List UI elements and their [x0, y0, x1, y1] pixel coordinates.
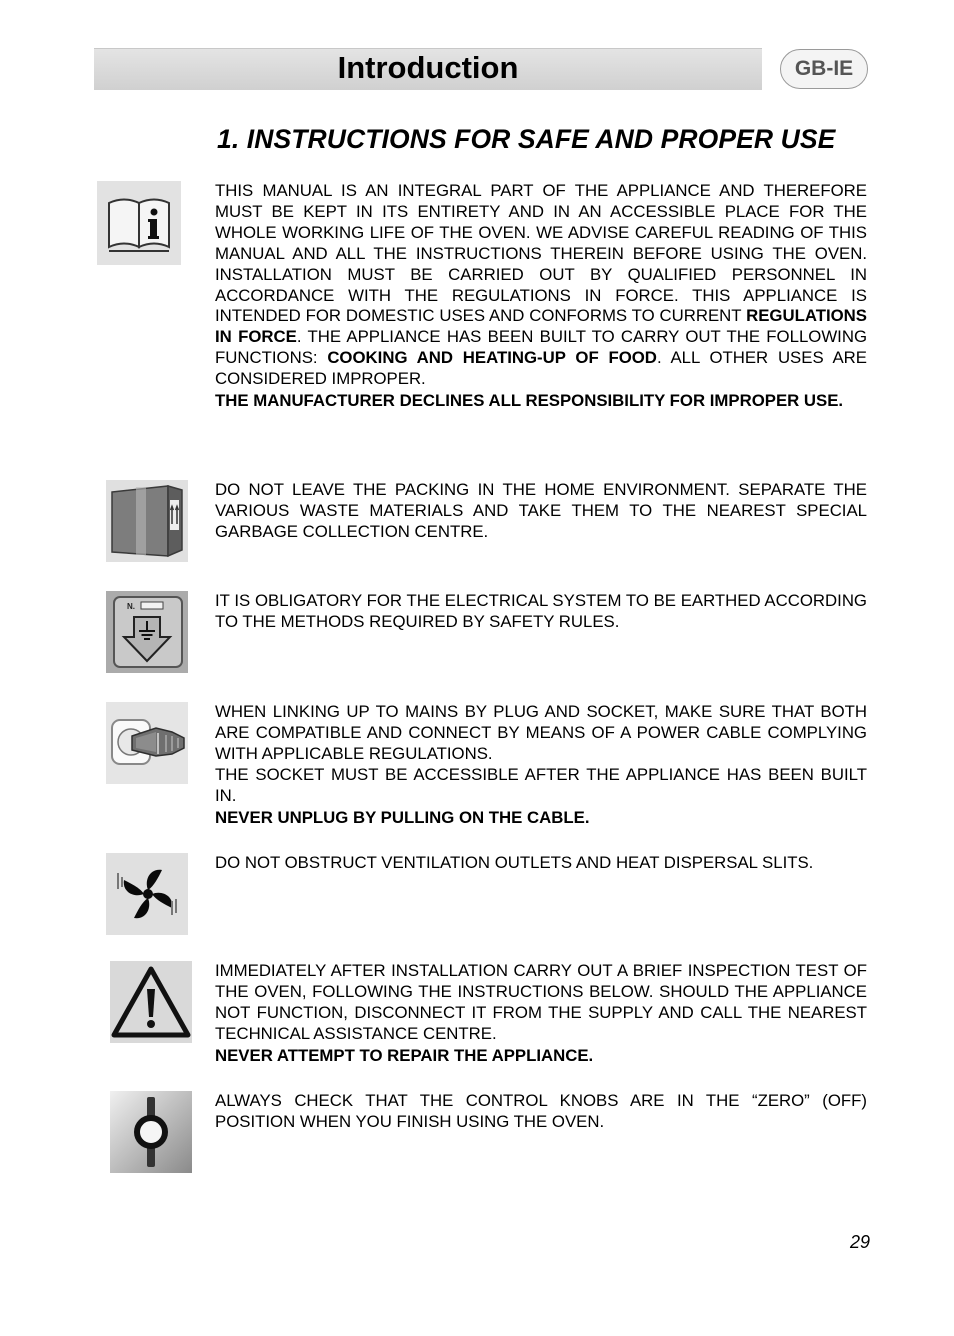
knobs-text: ALWAYS CHECK THAT THE CONTROL KNOBS ARE IN THE “ZERO” (OFF) POSITION WHEN YOU FINISH USING THE OVEN. [215, 1091, 867, 1131]
inspection-text: IMMEDIATELY AFTER INSTALLATION CARRY OUT A BRIEF INSPECTION TEST OF THE OVEN, FOLLOWING THE INSTRUCTIONS BELOW. SHOULD THE APPLIANCE NOT FUNCTION, DISCONNECT IT FROM THE SUPPLY AND CALL THE NEAREST TECHNICAL ASSISTANCE CENTRE. [215, 961, 867, 1043]
knobs-instructions [215, 1091, 867, 1133]
inspection-instructions [215, 961, 867, 1067]
page-number: 29 [850, 1232, 871, 1252]
control-knob-icon [110, 1091, 192, 1173]
manual-text-3: . ALL OTHER USES ARE CONSIDERED IMPROPER. [215, 348, 867, 389]
earthing-instructions [215, 591, 867, 633]
manual-text-bold-1: REGULATIONS IN FORCE [215, 306, 867, 347]
manual-text-2: . THE APPLIANCE HAS BEEN BUILT TO CARRY OUT THE FOLLOWING FUNCTIONS: [215, 327, 867, 368]
ventilation-text: DO NOT OBSTRUCT VENTILATION OUTLETS AND HEAT DISPERSAL SLITS. [215, 853, 814, 872]
manual-warning: THE MANUFACTURER DECLINES ALL RESPONSIBILITY FOR IMPROPER USE. [215, 391, 844, 411]
packing-text: DO NOT LEAVE THE PACKING IN THE HOME ENVIRONMENT. SEPARATE THE VARIOUS WASTE MATERIALS AND TAKE THEM TO THE NEAREST SPECIAL GARBAGE COLLECTION CENTRE. [215, 480, 867, 541]
manual-info-icon [97, 181, 181, 265]
plug-socket-icon [106, 702, 188, 784]
manual-text-1: THIS MANUAL IS AN INTEGRAL PART OF THE APPLIANCE AND THEREFORE MUST BE KEPT IN ITS ENTIRETY AND IN AN ACCESSIBLE PLACE FOR THE WHOLE WORKING LIFE OF THE OVEN. WE ADVISE CAREFUL READING OF THIS MANUAL AND ALL THE INSTRUCTIONS THEREIN BEFORE USING THE OVEN. INSTALLATION MUST BE CARRIED OUT BY QUALIFIED PERSONNEL IN ACCORDANCE WITH THE REGULATIONS IN FORCE. THIS APPLIANCE IS INTENDED FOR DOMESTIC USES AND CONFORMS TO CURRENT [215, 181, 867, 326]
header-bar [94, 48, 762, 90]
earthing-text: IT IS OBLIGATORY FOR THE ELECTRICAL SYSTEM TO BE EARTHED ACCORDING TO THE METHODS REQUIRED BY SAFETY RULES. [215, 591, 867, 631]
plug-text-2: THE SOCKET MUST BE ACCESSIBLE AFTER THE APPLIANCE HAS BEEN BUILT IN. [215, 764, 867, 805]
page-title: Introduction [337, 50, 519, 85]
ventilation-fan-icon [106, 853, 188, 935]
ventilation-instructions [215, 853, 867, 874]
language-badge: GB-IE [780, 49, 868, 89]
warning-triangle-icon [110, 961, 192, 1043]
manual-instructions [215, 181, 867, 412]
plug-text-1: WHEN LINKING UP TO MAINS BY PLUG AND SOCKET, MAKE SURE THAT BOTH ARE COMPATIBLE AND CONNECT BY MEANS OF A POWER CABLE COMPLYING WITH APPLICABLE REGULATIONS. [215, 702, 867, 763]
manual-text-bold-2: COOKING AND HEATING-UP OF FOOD [327, 348, 657, 368]
plug-instructions [215, 702, 867, 828]
section-title: 1. INSTRUCTIONS FOR SAFE AND PROPER USE [217, 124, 836, 154]
inspection-warning: NEVER ATTEMPT TO REPAIR THE APPLIANCE. [215, 1045, 594, 1065]
earth-icon-label: N. [127, 602, 135, 611]
packing-instructions [215, 480, 867, 543]
earth-ground-icon [106, 591, 188, 673]
plug-warning: NEVER UNPLUG BY PULLING ON THE CABLE. [215, 807, 590, 827]
packing-box-icon [106, 480, 188, 562]
